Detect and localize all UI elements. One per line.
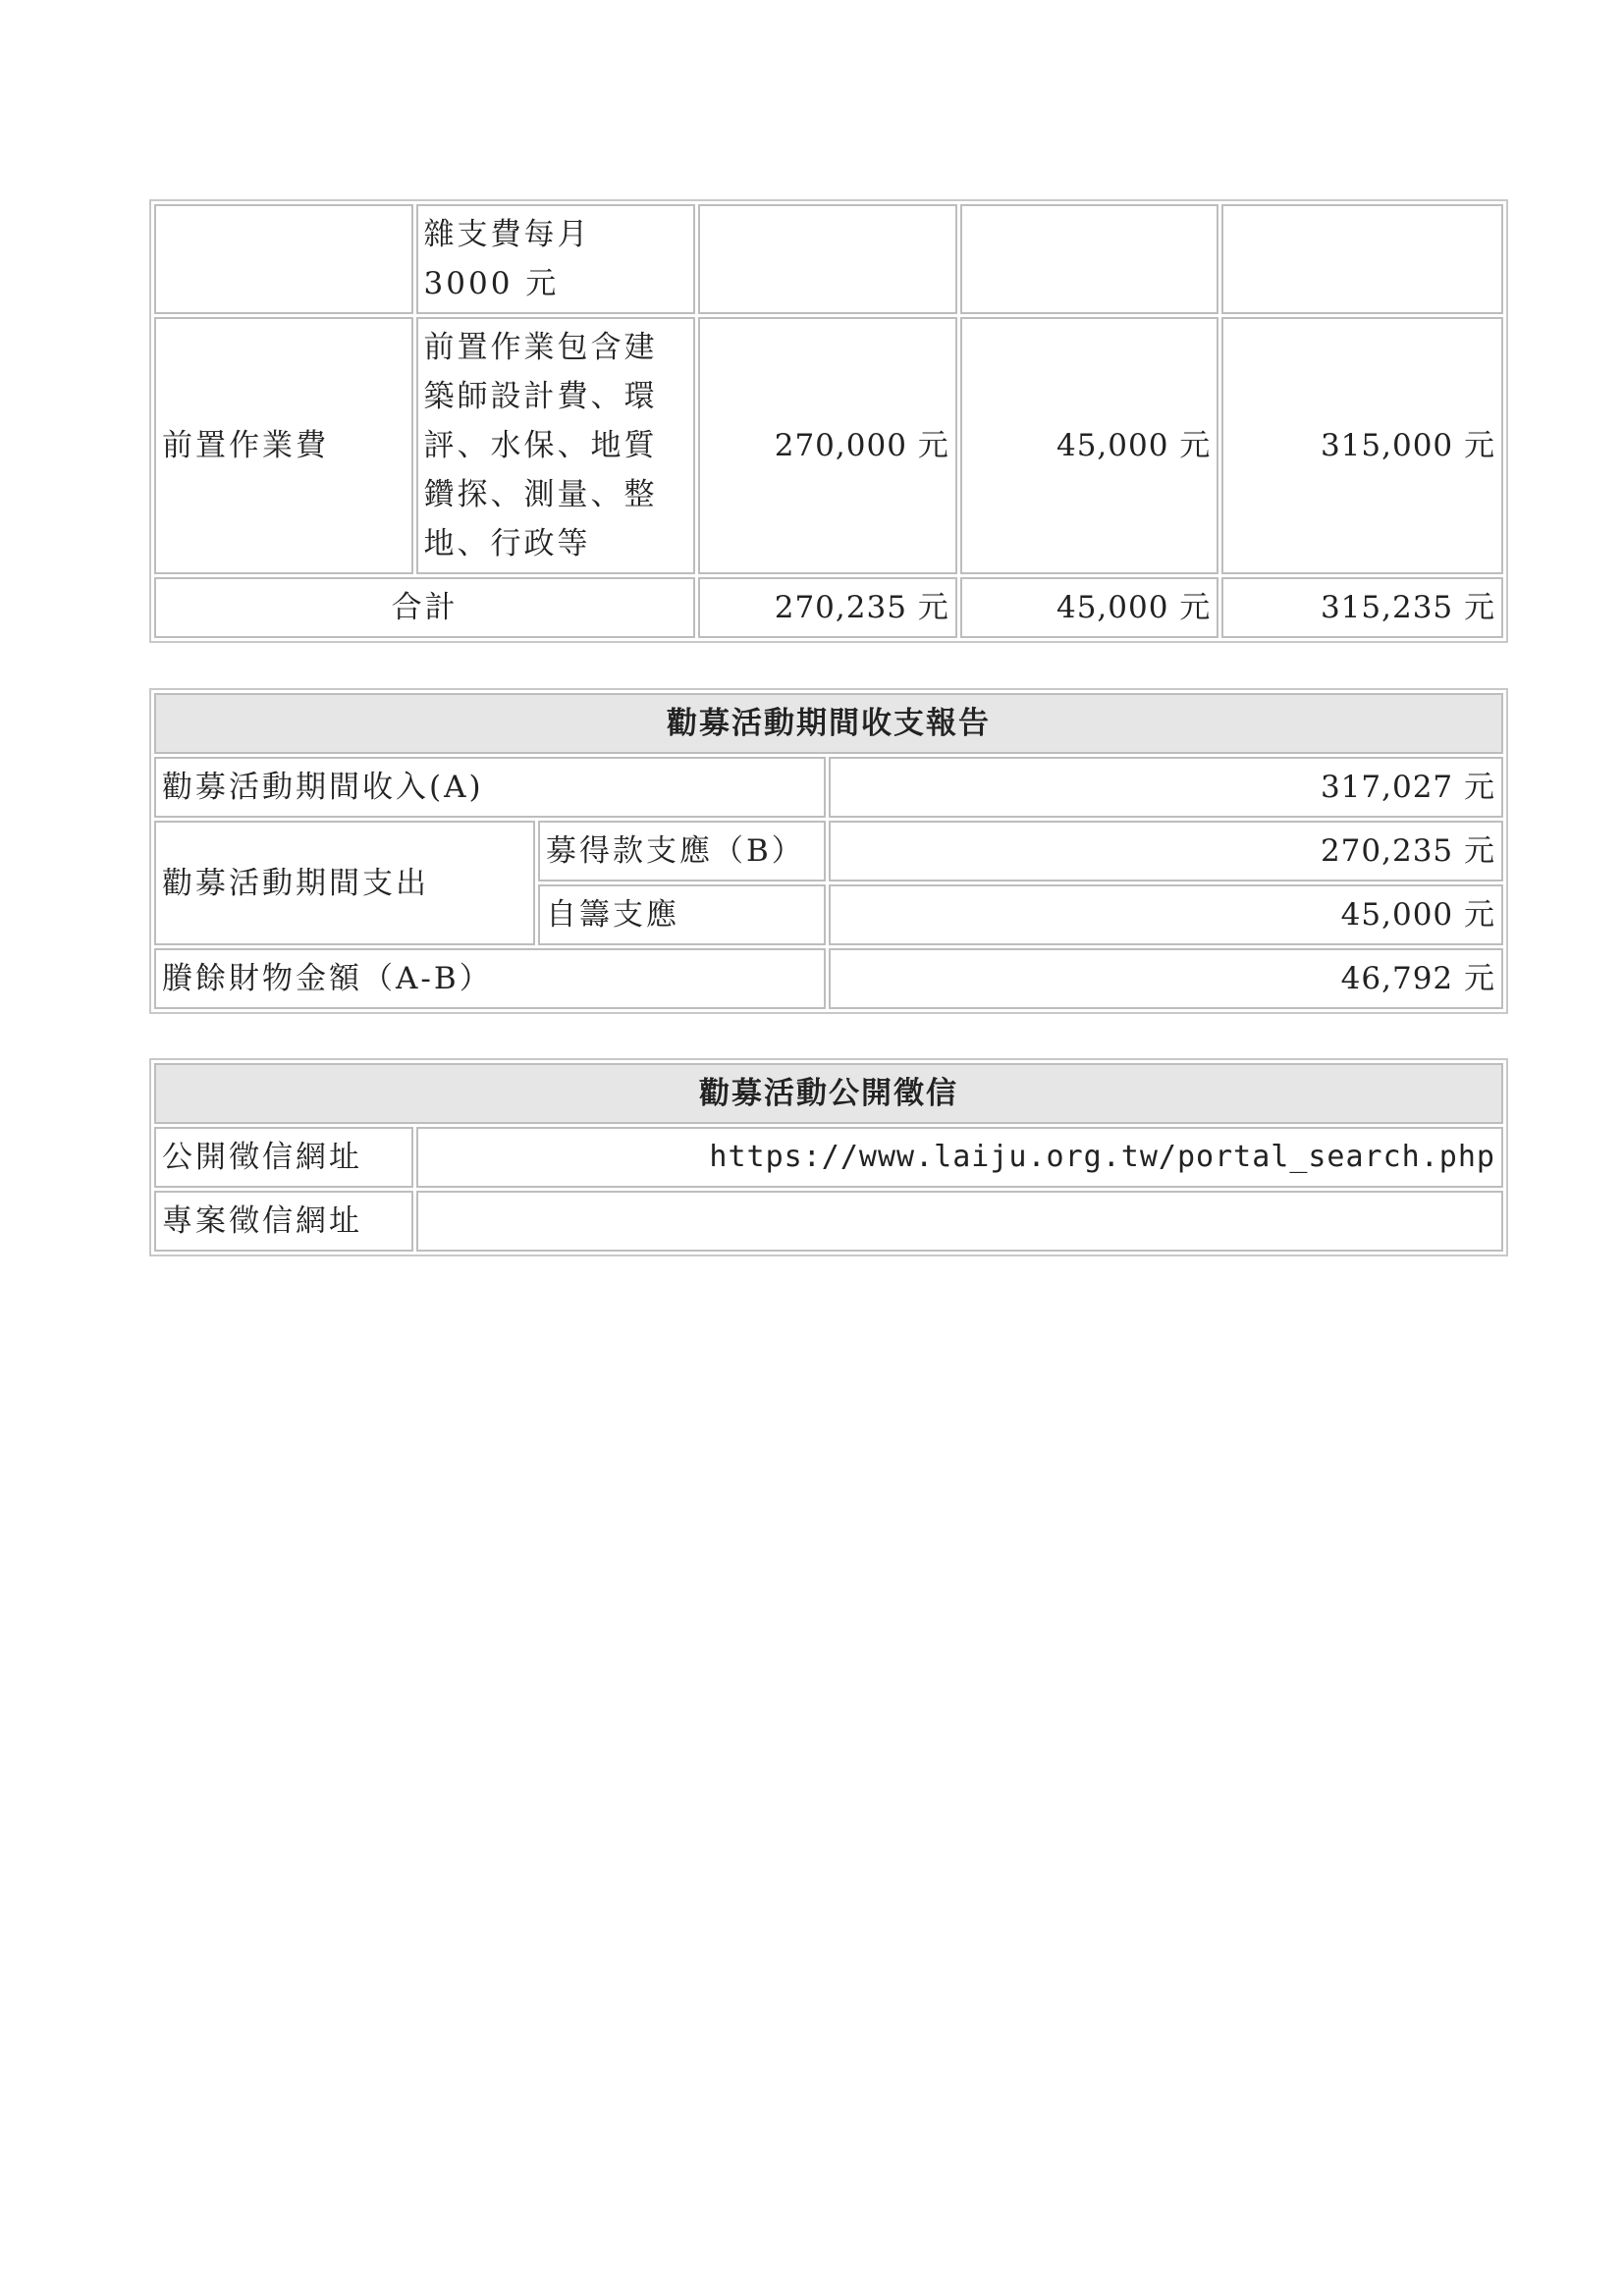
table-row <box>154 948 1503 1009</box>
project-url-value <box>416 1191 1503 1252</box>
budget-table <box>149 199 1508 643</box>
description-cell: 前置作業包含建築師設計費、環評、水保、地質鑽探、測量、整地、行政等 <box>416 317 696 574</box>
table-header-row <box>154 693 1503 754</box>
amount-cell <box>698 204 957 314</box>
amount-cell <box>960 204 1219 314</box>
disclosure-table <box>149 1058 1508 1256</box>
item-cell: 前置作業費 <box>154 317 413 574</box>
total-label: 合計 <box>154 577 695 638</box>
table-row <box>154 821 1503 881</box>
expense-label: 勸募活動期間支出 <box>154 821 535 945</box>
disclosure-title: 勸募活動公開徵信 <box>154 1063 1503 1124</box>
amount-cell <box>1221 204 1503 314</box>
table-row <box>154 1191 1503 1252</box>
surplus-label: 賸餘財物金額（A-B） <box>154 948 826 1009</box>
table-row <box>154 757 1503 818</box>
total-value: 270,235 元 <box>698 577 957 638</box>
surplus-value: 46,792 元 <box>829 948 1503 1009</box>
description-cell: 雜支費每月 3000 元 <box>416 204 696 314</box>
amount-cell: 315,000 元 <box>1221 317 1503 574</box>
expense-b-value: 270,235 元 <box>829 821 1503 881</box>
income-value: 317,027 元 <box>829 757 1503 818</box>
table-header-row <box>154 1063 1503 1124</box>
report-title: 勸募活動期間收支報告 <box>154 693 1503 754</box>
public-url-label: 公開徵信網址 <box>154 1127 413 1188</box>
income-label: 勸募活動期間收入(A) <box>154 757 826 818</box>
table-row <box>154 204 1503 314</box>
amount-cell: 270,000 元 <box>698 317 957 574</box>
total-row <box>154 577 1503 638</box>
total-value: 45,000 元 <box>960 577 1219 638</box>
expense-b-label: 募得款支應（B） <box>538 821 826 881</box>
expense-self-label: 自籌支應 <box>538 884 826 945</box>
amount-cell: 45,000 元 <box>960 317 1219 574</box>
total-value: 315,235 元 <box>1221 577 1503 638</box>
table-row <box>154 317 1503 574</box>
item-cell <box>154 204 413 314</box>
report-table <box>149 688 1508 1014</box>
table-row <box>154 1127 1503 1188</box>
project-url-label: 專案徵信網址 <box>154 1191 413 1252</box>
expense-self-value: 45,000 元 <box>829 884 1503 945</box>
public-url-link[interactable]: https://www.laiju.org.tw/portal_search.php <box>416 1127 1503 1188</box>
